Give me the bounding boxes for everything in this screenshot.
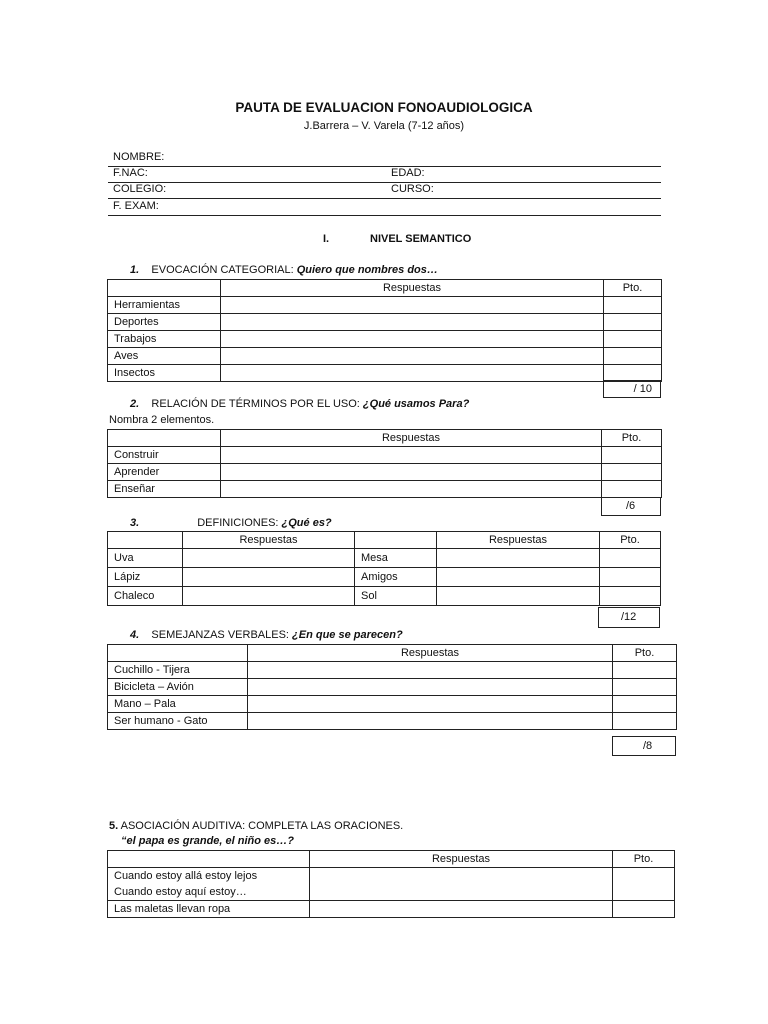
s4-row-label: Bicicleta – Avión <box>108 679 248 696</box>
score-cell[interactable] <box>604 331 662 348</box>
s2-pto-header: Pto. <box>602 430 662 447</box>
s3-row-label-right: Amigos <box>355 568 437 587</box>
score-cell[interactable] <box>602 464 662 481</box>
table-row <box>108 549 661 568</box>
s5-label: ASOCIACIÓN AUDITIVA: COMPLETA LAS ORACIONES. <box>118 820 404 832</box>
page-subtitle: J.Barrera – V. Varela (7-12 años) <box>303 120 465 132</box>
table-row <box>108 297 662 314</box>
section-number: I. <box>323 233 330 245</box>
fnac-label: F.NAC: <box>113 167 148 179</box>
answer-cell[interactable] <box>183 568 355 587</box>
s2-total-score[interactable]: /6 <box>601 497 661 516</box>
s2-respuestas-header: Respuestas <box>221 430 602 447</box>
s5-table <box>107 850 675 918</box>
table-row <box>108 348 662 365</box>
score-cell[interactable] <box>613 713 677 730</box>
table-row <box>108 331 662 348</box>
score-cell[interactable] <box>600 549 661 568</box>
s2-table <box>107 429 662 498</box>
s4-row-label: Mano – Pala <box>108 696 248 713</box>
table-row <box>108 568 661 587</box>
table-row <box>108 868 675 901</box>
field-row-colegio-curso[interactable] <box>108 182 661 199</box>
s2-label: RELACIÓN DE TÉRMINOS POR EL USO: <box>151 398 363 410</box>
table-row <box>108 365 662 382</box>
score-cell[interactable] <box>604 297 662 314</box>
score-cell[interactable] <box>613 901 675 918</box>
answer-cell[interactable] <box>248 679 613 696</box>
answer-cell[interactable] <box>221 447 602 464</box>
answer-cell[interactable] <box>221 314 604 331</box>
s2-row-label: Construir <box>108 447 221 464</box>
score-cell[interactable] <box>604 314 662 331</box>
answer-cell[interactable] <box>310 868 613 901</box>
s1-row-label: Trabajos <box>108 331 221 348</box>
score-cell[interactable] <box>613 868 675 901</box>
answer-cell[interactable] <box>437 587 600 606</box>
s1-pto-header: Pto. <box>604 280 662 297</box>
s3-prompt: ¿Qué es? <box>281 517 332 529</box>
fexam-label: F. EXAM: <box>113 200 159 212</box>
s3-respuestas-header-left: Respuestas <box>183 532 355 549</box>
score-cell[interactable] <box>613 679 677 696</box>
score-cell[interactable] <box>600 568 661 587</box>
s2-heading <box>130 398 469 410</box>
answer-cell[interactable] <box>248 662 613 679</box>
s3-row-label-left: Lápiz <box>108 568 183 587</box>
nombre-label: NOMBRE: <box>113 151 165 163</box>
table-row <box>108 679 677 696</box>
s3-pto-header: Pto. <box>600 532 661 549</box>
field-row-nombre[interactable] <box>108 150 661 167</box>
s5-pto-header: Pto. <box>613 851 675 868</box>
s1-label: EVOCACIÓN CATEGORIAL: <box>151 264 297 276</box>
s5-row1-line2: Cuando estoy aquí estoy… <box>114 886 247 898</box>
s5-row-label: Las maletas llevan ropa <box>108 901 310 918</box>
answer-cell[interactable] <box>221 297 604 314</box>
s3-heading <box>130 517 332 529</box>
score-cell[interactable] <box>613 662 677 679</box>
s5-respuestas-header: Respuestas <box>310 851 613 868</box>
s3-label: DEFINICIONES: <box>197 517 282 529</box>
table-row <box>108 696 677 713</box>
answer-cell[interactable] <box>221 331 604 348</box>
table-row <box>108 587 661 606</box>
s1-heading <box>130 264 438 276</box>
s2-row-label: Aprender <box>108 464 221 481</box>
answer-cell[interactable] <box>248 696 613 713</box>
table-row <box>108 314 662 331</box>
answer-cell[interactable] <box>221 481 602 498</box>
s4-total-score[interactable]: /8 <box>612 736 676 756</box>
score-cell[interactable] <box>602 447 662 464</box>
score-cell[interactable] <box>602 481 662 498</box>
s1-row-label: Herramientas <box>108 297 221 314</box>
s2-note: Nombra 2 elementos. <box>109 414 215 426</box>
s4-number: 4. <box>130 629 140 641</box>
s5-row1-line1: Cuando estoy allá estoy lejos <box>114 870 258 882</box>
answer-cell[interactable] <box>248 713 613 730</box>
score-cell[interactable] <box>600 587 661 606</box>
s2-prompt: ¿Qué usamos Para? <box>362 398 470 410</box>
s3-row-label-right: Mesa <box>355 549 437 568</box>
s2-row-label: Enseñar <box>108 481 221 498</box>
answer-cell[interactable] <box>437 549 600 568</box>
s5-number: 5. <box>109 820 119 832</box>
s1-total-score[interactable]: / 10 <box>603 380 661 398</box>
s3-row-label-left: Uva <box>108 549 183 568</box>
s4-heading <box>130 629 403 641</box>
table-row <box>108 481 662 498</box>
s3-respuestas-header-right: Respuestas <box>437 532 600 549</box>
score-cell[interactable] <box>604 365 662 382</box>
s1-respuestas-header: Respuestas <box>221 280 604 297</box>
score-cell[interactable] <box>604 348 662 365</box>
s3-total-score[interactable]: /12 <box>598 607 660 628</box>
s4-row-label: Cuchillo - Tijera <box>108 662 248 679</box>
s4-label: SEMEJANZAS VERBALES: <box>151 629 293 641</box>
answer-cell[interactable] <box>310 901 613 918</box>
answer-cell[interactable] <box>221 464 602 481</box>
page-title: PAUTA DE EVALUACION FONOAUDIOLOGICA <box>235 100 533 115</box>
colegio-label: COLEGIO: <box>113 183 167 195</box>
table-row <box>108 713 677 730</box>
curso-label: CURSO: <box>391 183 434 195</box>
s4-table <box>107 644 677 730</box>
s3-table <box>107 531 661 606</box>
s3-row-label-left: Chaleco <box>108 587 183 606</box>
s3-row-label-right: Sol <box>355 587 437 606</box>
s1-row-label: Aves <box>108 348 221 365</box>
s1-prompt: Quiero que nombres dos… <box>296 264 438 276</box>
s2-number: 2. <box>130 398 140 410</box>
score-cell[interactable] <box>613 696 677 713</box>
s1-table <box>107 279 662 382</box>
table-row <box>108 447 662 464</box>
field-row-fnac-edad[interactable] <box>108 166 661 183</box>
s4-respuestas-header: Respuestas <box>248 645 613 662</box>
field-row-fexam[interactable] <box>108 199 661 216</box>
s3-number: 3. <box>130 517 140 529</box>
answer-cell[interactable] <box>183 549 355 568</box>
s4-row-label: Ser humano - Gato <box>108 713 248 730</box>
s4-pto-header: Pto. <box>613 645 677 662</box>
table-row <box>108 901 675 918</box>
answer-cell[interactable] <box>437 568 600 587</box>
edad-label: EDAD: <box>391 167 425 179</box>
s1-row-label: Insectos <box>108 365 221 382</box>
s5-prompt: “el papa es grande, el niño es…? <box>121 835 294 847</box>
table-row <box>108 464 662 481</box>
s5-heading <box>109 820 403 832</box>
s4-prompt: ¿En que se parecen? <box>292 629 403 641</box>
s1-number: 1. <box>130 264 140 276</box>
s1-row-label: Deportes <box>108 314 221 331</box>
s5-row-label <box>108 868 310 901</box>
section-title: NIVEL SEMANTICO <box>370 233 472 245</box>
answer-cell[interactable] <box>183 587 355 606</box>
table-row <box>108 662 677 679</box>
answer-cell[interactable] <box>221 365 604 382</box>
answer-cell[interactable] <box>221 348 604 365</box>
